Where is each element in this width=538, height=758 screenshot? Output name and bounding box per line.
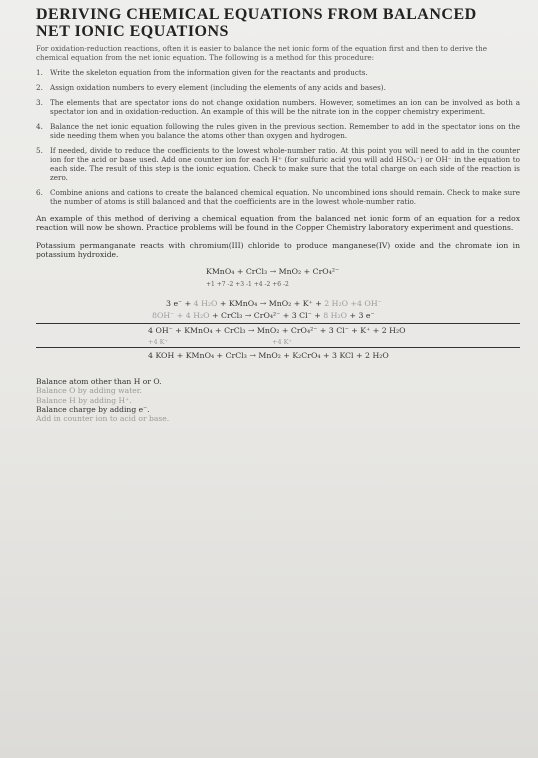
divider-line xyxy=(36,347,520,348)
title-line-2: NET IONIC EQUATIONS xyxy=(36,23,229,40)
note-item: Balance O by adding water. xyxy=(36,386,142,396)
reduction-added-ions: 2 H₂O +4 OH⁻ xyxy=(324,299,382,309)
ionic-equation: 4 OH⁻ + KMnO₄ + CrCl₃ → MnO₂ + CrO₄²⁻ + 3 Cl⁻ + K⁺ + 2 H₂O xyxy=(148,326,406,336)
balancing-notes xyxy=(36,377,169,423)
step-number: 4. xyxy=(36,122,43,131)
step-item xyxy=(36,68,520,77)
problem-paragraph: Potassium permanganate reacts with chromium(III) chloride to produce manganese(IV) oxide and the chromate ion in potassium hydroxide. xyxy=(36,240,520,259)
step-text: If needed, divide to reduce the coefficients to the lowest whole-number ratio. At this point you will need to add in the counter ion for the acid or base used. Add one counter ion for each H⁺ (for sulfuric acid you will add HSO₄⁻) or OH⁻ in the equation to each side. The result of this step is the ionic equation. Check to make sure that the total charge on each side of the reaction is zero. xyxy=(50,146,520,182)
final-equation: 4 KOH + KMnO₄ + CrCl₃ → MnO₂ + K₂CrO₄ + 3 KCl + 2 H₂O xyxy=(148,351,389,361)
document-title xyxy=(36,6,520,40)
step-item xyxy=(36,188,520,206)
note-item: Balance atom other than H or O. xyxy=(36,377,162,387)
oxidation-numbers: +1 +7 -2 +3 -1 +4 -2 +6 -2 xyxy=(206,281,289,289)
note-item: Balance charge by adding e⁻. xyxy=(36,404,150,414)
note-item: Balance H by adding H⁺. xyxy=(36,395,132,405)
example-paragraph: An example of this method of deriving a chemical equation from the balanced net ionic form of an equation for a redox reaction will now be shown. Practice problems will be found in the Copper Chemistry laboratory experiment and questions. xyxy=(36,214,520,233)
divider-line xyxy=(36,323,520,324)
oxidation-added-water: 8 H₂O xyxy=(323,311,347,321)
reduction-core: + KMnO₄ → MnO₂ + K⁺ + xyxy=(217,299,325,309)
step-item xyxy=(36,122,520,140)
step-number: 5. xyxy=(36,146,43,155)
step-item xyxy=(36,146,520,182)
step-text: Combine anions and cations to create the balanced chemical equation. No uncombined ions should remain. Check to make sure the number of atoms is still balanced and that the coefficients are in the lowest whole-number ratio. xyxy=(50,188,520,206)
note-item: Add in counter ion to acid or base. xyxy=(36,414,170,423)
step-text: Write the skeleton equation from the information given for the reactants and products. xyxy=(50,68,368,77)
skeleton-equation: KMnO₄ + CrCl₃ → MnO₂ + CrO₄²⁻ xyxy=(206,267,340,277)
step-number: 2. xyxy=(36,83,43,92)
oxidation-added-ions: 8OH⁻ + 4 H₂O xyxy=(152,311,210,321)
step-item xyxy=(36,83,520,92)
intro-paragraph: For oxidation-reduction reactions, often it is easier to balance the net ionic form of the equation first and then to derive the chemical equation from the net ionic equation. The following is a method for this procedure: xyxy=(36,44,488,62)
reduction-added-water: 4 H₂O xyxy=(193,299,218,309)
title-line-1: DERIVING CHEMICAL EQUATIONS FROM BALANCED xyxy=(36,6,477,23)
counter-ion-right: +4 K⁺ xyxy=(272,338,292,347)
procedure-steps xyxy=(36,68,520,206)
oxidation-half-equation xyxy=(152,311,375,320)
step-text: Balance the net ionic equation following the rules given in the previous section. Remember to add in the spectator ions on the side needing them when you balance the atoms other than oxygen and hydrogen. xyxy=(50,122,520,140)
oxidation-core: + CrCl₃ → CrO₄²⁻ + 3 Cl⁻ + xyxy=(209,311,324,321)
reduction-prefix: 3 e⁻ + xyxy=(166,299,194,309)
reduction-half-equation xyxy=(166,299,382,308)
step-text: The elements that are spectator ions do not change oxidation numbers. However, sometimes an ion can be involved as both a spectator ion and in oxidation-reduction. An example of this will be the nitrate ion in the copper chemistry experiment. xyxy=(50,98,520,116)
counter-ion-left: +4 K⁺ xyxy=(148,338,168,347)
step-item xyxy=(36,98,520,116)
step-number: 6. xyxy=(36,188,43,197)
oxidation-electrons: + 3 e⁻ xyxy=(346,311,375,321)
equation-block xyxy=(36,265,520,445)
step-text: Assign oxidation numbers to every element (including the elements of any acids and bases). xyxy=(50,83,386,92)
step-number: 1. xyxy=(36,68,43,77)
step-number: 3. xyxy=(36,98,43,107)
